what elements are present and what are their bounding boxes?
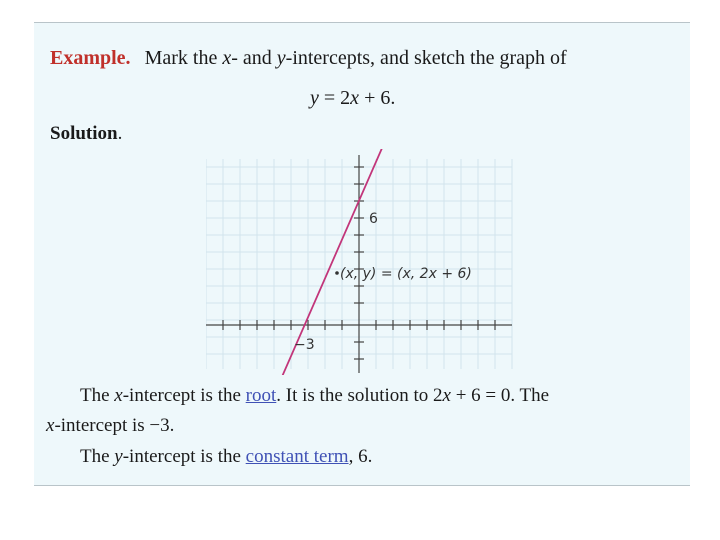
equation-var: x <box>350 87 360 109</box>
root-link[interactable]: root <box>245 385 277 406</box>
equation-lhs: y <box>310 87 319 109</box>
equation-rest: + 6. <box>359 87 396 109</box>
p1-text-2: -intercept is the <box>122 385 246 406</box>
example-text-2: - and <box>231 47 277 69</box>
equation-eq: = 2 <box>318 87 351 109</box>
example-label: Example. <box>50 47 131 69</box>
paragraph-root <box>80 385 549 407</box>
constant-term-link[interactable]: constant term <box>245 446 349 467</box>
example-text-1: Mark the <box>144 47 223 69</box>
p2-text-1: -intercept is −3. <box>54 415 175 436</box>
paragraph-x-intercept <box>46 415 174 437</box>
y-intercept-label: 6 <box>369 211 378 227</box>
solution-heading <box>50 123 122 145</box>
p1-text-1: The <box>80 385 115 406</box>
p1-text-3: . It is the solution to 2 <box>276 385 443 406</box>
example-text-3: -intercepts, and sketch the graph of <box>285 47 567 69</box>
p3-text-2: -intercept is the <box>122 446 246 467</box>
point-label: (x, y) = (x, 2x + 6) <box>340 266 472 282</box>
equation <box>310 87 395 110</box>
p3-text-1: The <box>80 446 115 467</box>
solution-period: . <box>117 123 123 144</box>
p1-x: x <box>114 385 123 406</box>
slide <box>34 22 690 486</box>
p3-text-3: , 6. <box>348 446 373 467</box>
example-x-var: x <box>222 47 232 69</box>
point-marker <box>335 271 339 275</box>
p1-text-4: + 6 = 0. The <box>450 385 550 406</box>
solution-label: Solution <box>50 123 118 144</box>
p1-x2: x <box>442 385 451 406</box>
paragraph-y-intercept <box>80 446 372 468</box>
example-heading <box>50 47 567 70</box>
p2-x: x <box>46 415 55 436</box>
x-intercept-label: −3 <box>294 337 315 353</box>
line-graph <box>206 149 526 375</box>
p3-y: y <box>114 446 123 467</box>
example-y-var: y <box>276 47 286 69</box>
y-axis <box>354 155 364 373</box>
